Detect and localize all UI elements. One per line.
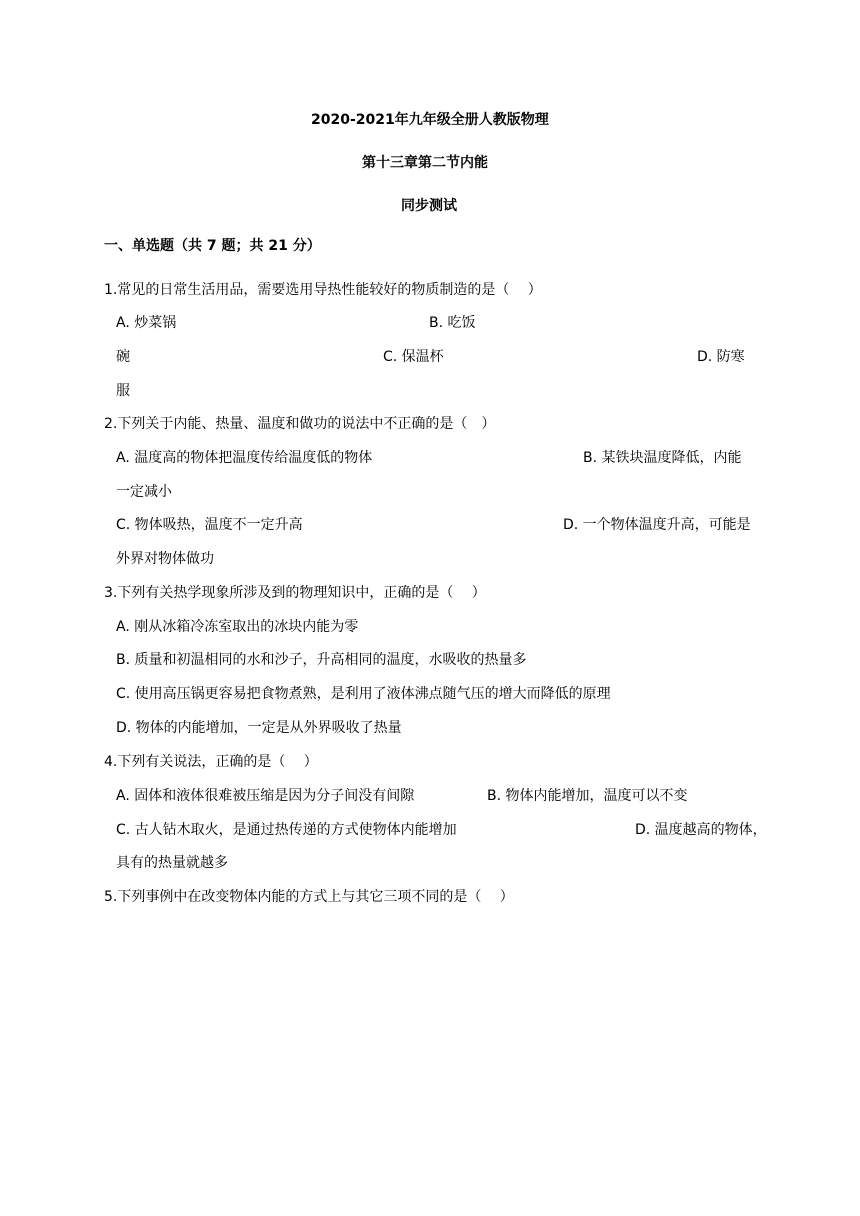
question-2-option-d: D. 一个物体温度升高，可能是 (563, 517, 751, 533)
question-2-option-b-cont: 一定减小 (116, 484, 172, 500)
question-4-option-a: A. 固体和液体很难被压缩是因为分子间没有间隙 (116, 788, 415, 804)
question-3-option-d: D. 物体的内能增加，一定是从外界吸收了热量 (116, 720, 402, 736)
question-4-option-d-cont: 具有的热量就越多 (116, 855, 228, 871)
question-1-option-b-cont: 碗 (116, 349, 130, 365)
question-3-option-b: B. 质量和初温相同的水和沙子，升高相同的温度，水吸收的热量多 (116, 652, 527, 668)
document-subtitle: 同步测试 (401, 198, 457, 214)
question-2-option-a: A. 温度高的物体把温度传给温度低的物体 (116, 450, 373, 466)
question-1-stem: 1.常见的日常生活用品，需要选用导热性能较好的物质制造的是（ ） (104, 282, 542, 298)
question-3-option-c: C. 使用高压锅更容易把食物煮熟，是利用了液体沸点随气压的增大而降低的原理 (116, 686, 611, 702)
chapter-title: 第十三章第二节内能 (362, 155, 488, 171)
question-2-option-b: B. 某铁块温度降低，内能 (583, 450, 742, 466)
question-4-option-b: B. 物体内能增加，温度可以不变 (487, 788, 688, 804)
question-5-stem: 5.下列事例中在改变物体内能的方式上与其它三项不同的是（ ） (104, 889, 514, 905)
question-4-option-d: D. 温度越高的物体， (635, 822, 767, 838)
document-title: 2020-2021年九年级全册人教版物理 (311, 112, 549, 128)
question-4-stem: 4.下列有关说法，正确的是（ ） (104, 754, 318, 770)
section-heading: 一、单选题（共 7 题；共 21 分） (104, 238, 321, 254)
question-2-stem: 2.下列关于内能、热量、温度和做功的说法中不正确的是（ ） (104, 416, 496, 432)
question-2-option-c: C. 物体吸热，温度不一定升高 (116, 517, 303, 533)
question-2-option-d-cont: 外界对物体做功 (116, 551, 214, 567)
question-4-option-c: C. 古人钻木取火，是通过热传递的方式使物体内能增加 (116, 822, 457, 838)
question-1-option-d-cont: 服 (116, 383, 130, 399)
question-1-option-c: C. 保温杯 (383, 349, 444, 365)
question-1-option-b: B. 吃饭 (429, 315, 476, 331)
question-1-option-d: D. 防寒 (697, 349, 745, 365)
question-3-option-a: A. 刚从冰箱冷冻室取出的冰块内能为零 (116, 619, 359, 635)
question-3-stem: 3.下列有关热学现象所涉及到的物理知识中，正确的是（ ） (104, 585, 486, 601)
question-1-option-a: A. 炒菜锅 (116, 315, 177, 331)
